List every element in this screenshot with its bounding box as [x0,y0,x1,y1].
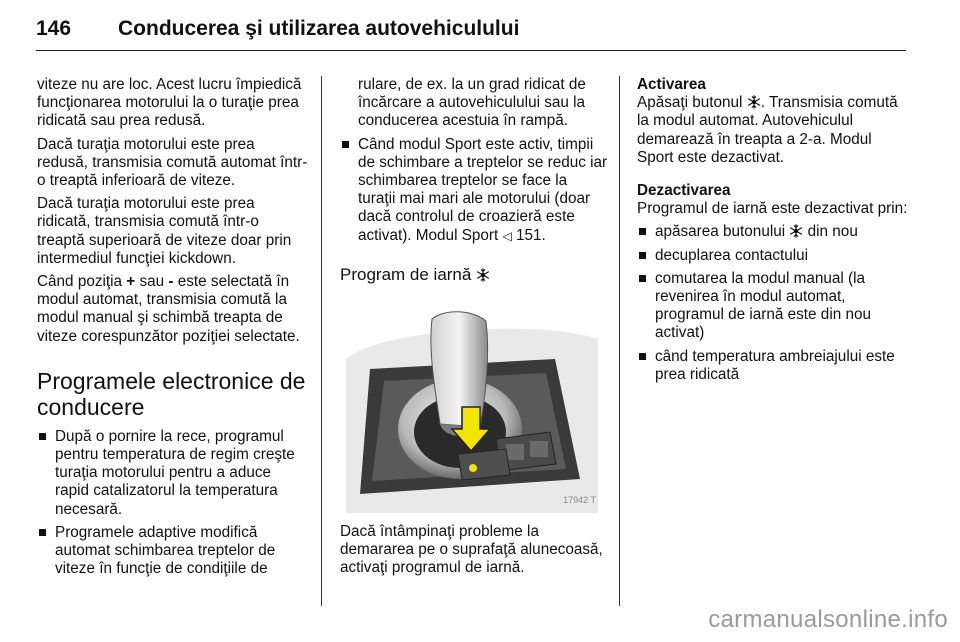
column-middle [340,76,608,582]
list-item: decuplarea contactului [637,247,912,265]
paragraph: Programul de iarnă este dezactivat prin: [637,200,908,218]
column-left [37,76,309,583]
list-item: Programele adaptive modifică automat schimbarea treptelor de viteze în funcţie de condiţiile de [37,524,309,579]
gear-selector-figure [340,299,602,513]
bullet-list [340,136,608,245]
minus-symbol: - [168,273,174,291]
list-item: După o pornire la rece, programul pentru temperatura de regim creşte turaţia motorului pentru a aduce rapid catalizatorul la temperatura necesară. [37,428,309,519]
square-bullet-icon [639,275,646,282]
square-bullet-icon [639,228,646,235]
page-title: Conducerea şi utilizarea autovehiculului [118,17,520,40]
snowflake-icon [476,268,490,282]
section-heading: Program de iarnă [340,265,608,285]
list-item: Când modul Sport este activ, timpii de schimbare a treptelor se reduc iar schimbarea treptelor se face la turaţii mai mari ale motorului (doar dacă controlul de croazieră este activat). Modul Sport ◁ 151. [340,136,608,245]
figure-code: 17942 T [563,494,596,505]
paragraph: Când poziţia + sau - este selectată în modul automat, transmisia comută la modul manual şi schimbă treapta de viteze corespunzător poziţiei selectate. [37,273,300,345]
column-divider [619,76,620,606]
subheading-deactivation: Dezactivarea [637,182,731,200]
paragraph: Apăsaţi butonul . Transmisia comută la modul automat. Autovehiculul demarează în treapta a 2-a. Modul Sport este dezactivat. [637,94,898,166]
watermark: carmanualsonline.info [708,606,948,633]
paragraph: Dacă turaţia motorului este prea redusă, transmisia comută automat într-o treaptă inferioară de viteze. [37,135,308,190]
page-number: 146 [36,17,72,40]
paragraph: Dacă întâmpinaţi probleme la demararea pe o suprafaţă alunecoasă, activaţi programul de iarnă. [340,522,603,577]
list-item: comutarea la modul manual (la revenirea în modul automat, programul de iarnă este din nou activat) [637,270,912,343]
page-header [36,14,906,51]
section-heading: Programele electronice de conducere [37,367,306,420]
bullet-list [637,223,912,384]
bullet-list [37,428,309,579]
plus-symbol: + [126,273,136,291]
column-right [637,76,912,389]
square-bullet-icon [342,141,349,148]
list-item: când temperatura ambreiajului este prea ridicată [637,348,912,384]
subheading-activation: Activarea [637,76,706,93]
square-bullet-icon [639,353,646,360]
square-bullet-icon [39,529,46,536]
page-reference: 151. [511,226,546,244]
square-bullet-icon [639,252,646,259]
snowflake-icon [789,224,803,238]
paragraph: viteze nu are loc. Acest lucru împiedică funcţionarea motorului la o turaţie prea ridicată sau prea redusă. [37,76,302,130]
column-divider [321,76,322,606]
snowflake-icon [747,95,761,109]
square-bullet-icon [39,433,46,440]
reference-arrow-icon: ◁ [502,228,512,243]
list-item-continuation: rulare, de ex. la un grad ridicat de încărcare a autovehiculului sau la conducerea acestuia în rampă. [358,76,586,130]
list-item: apăsarea butonului din nou [637,223,912,241]
paragraph: Dacă turaţia motorului este prea ridicată, transmisia comută într-o treaptă superioară de viteze doar prin intermediul funcţiei kickdown. [37,195,292,267]
